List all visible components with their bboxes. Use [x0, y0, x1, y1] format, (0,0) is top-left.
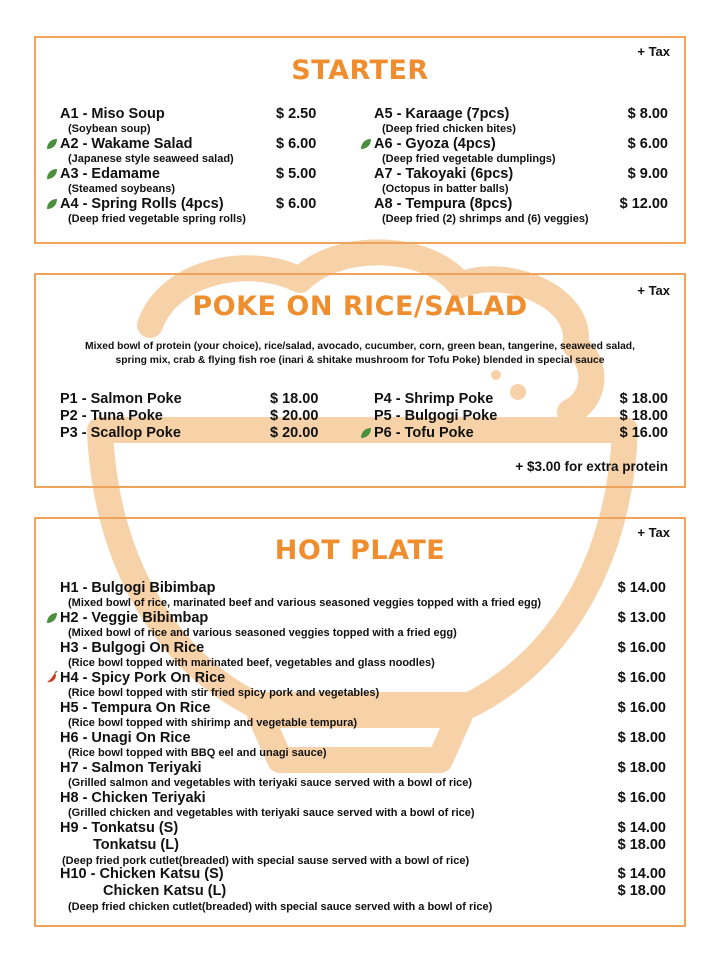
- item-desc: (Rice bowl topped with BBQ eel and unagi sauce): [68, 747, 327, 759]
- item-desc: (Soybean soup): [68, 123, 151, 135]
- poke-tax-note: + Tax: [637, 283, 670, 298]
- item-name: A2 - Wakame Salad: [60, 136, 193, 152]
- item-desc: (Deep fried vegetable dumplings): [382, 153, 556, 165]
- item-name: H10 - Chicken Katsu (S): [60, 866, 224, 882]
- item-price: $ 14.00: [617, 820, 666, 836]
- item-desc: (Octopus in batter balls): [382, 183, 509, 195]
- item-name: H5 - Tempura On Rice: [60, 700, 211, 716]
- poke-item-name: P3 - Scallop Poke: [60, 425, 181, 441]
- item-desc: (Deep fried (2) shrimps and (6) veggies): [382, 213, 589, 225]
- menu-item: [60, 196, 246, 225]
- menu-item: [374, 106, 516, 135]
- poke-item-name: P4 - Shrimp Poke: [374, 391, 494, 407]
- item-price: $ 14.00: [617, 580, 666, 596]
- poke-intro: [46, 340, 674, 368]
- menu-item: [60, 670, 379, 699]
- item-name: A6 - Gyoza (4pcs): [374, 136, 496, 152]
- item-desc: (Rice bowl topped with shirimp and vegetable tempura): [68, 717, 358, 729]
- extra-protein-note: + $3.00 for extra protein: [515, 459, 668, 474]
- poke-intro-line: spring mix, crab & flying fish roe (inari & shitake mushroom for Tofu Poke) blended in special sauce: [115, 355, 605, 366]
- item-name: H2 - Veggie Bibimbap: [60, 610, 209, 626]
- item-desc: (Grilled chicken and vegetables with teriyaki sauce served with a bowl of rice): [68, 807, 475, 819]
- menu-item: [60, 106, 165, 135]
- item-price: $ 18.00: [617, 760, 666, 776]
- vegetarian-leaf-icon: [46, 138, 58, 150]
- item-name: A3 - Edamame: [60, 166, 160, 182]
- item-price: $ 18.00: [270, 391, 319, 407]
- menu-item: [60, 136, 234, 165]
- item-price: $ 2.50: [276, 106, 317, 122]
- item-price: $ 18.00: [619, 408, 668, 424]
- item-price: $ 18.00: [617, 730, 666, 746]
- item-desc: (Rice bowl topped with marinated beef, vegetables and glass noodles): [68, 657, 435, 669]
- menu-item: [374, 425, 474, 441]
- poke-item-name: P2 - Tuna Poke: [60, 408, 163, 424]
- starter-tax-note: + Tax: [637, 44, 670, 59]
- item-price: $ 20.00: [270, 425, 319, 441]
- item-price: $ 6.00: [276, 136, 317, 152]
- item-name: Chicken Katsu (L): [103, 883, 227, 899]
- item-name: H6 - Unagi On Rice: [60, 730, 191, 746]
- poke-item-name: P1 - Salmon Poke: [60, 391, 182, 407]
- item-price: $ 5.00: [276, 166, 317, 182]
- poke-section: [34, 273, 686, 488]
- vegetarian-leaf-icon: [46, 612, 58, 624]
- chili-pepper-icon: [45, 671, 58, 684]
- menu-item: [60, 700, 357, 729]
- item-price: $ 16.00: [619, 425, 668, 441]
- poke-intro-line: Mixed bowl of protein (your choice), rice/salad, avocado, cucumber, corn, green bean, tangerine, seaweed salad,: [85, 341, 635, 352]
- item-price: $ 18.00: [617, 883, 666, 899]
- item-price: $ 16.00: [617, 670, 666, 686]
- item-name: A5 - Karaage (7pcs): [374, 106, 510, 122]
- vegetarian-leaf-icon: [360, 138, 372, 150]
- item-desc: (Japanese style seaweed salad): [68, 153, 234, 165]
- menu-item: [60, 640, 435, 669]
- item-desc: (Deep fried pork cutlet(breaded) with special sause served with a bowl of rice): [62, 855, 470, 867]
- hot-tax-note: + Tax: [637, 525, 670, 540]
- hot-plate-section: [34, 517, 686, 927]
- item-price: $ 16.00: [617, 790, 666, 806]
- item-name: A8 - Tempura (8pcs): [374, 196, 513, 212]
- menu-item: [60, 790, 475, 819]
- item-price: $ 13.00: [617, 610, 666, 626]
- item-price: $ 20.00: [270, 408, 319, 424]
- item-price: $ 16.00: [617, 700, 666, 716]
- starter-title: STARTER: [291, 55, 429, 86]
- item-name: H1 - Bulgogi Bibimbap: [60, 580, 216, 596]
- item-name: A1 - Miso Soup: [60, 106, 165, 122]
- item-desc: (Deep fried vegetable spring rolls): [68, 213, 246, 225]
- item-name: H9 - Tonkatsu (S): [60, 820, 179, 836]
- item-desc: (Steamed soybeans): [68, 183, 175, 195]
- poke-item-name: P5 - Bulgogi Poke: [374, 408, 498, 424]
- menu-item: [374, 166, 513, 195]
- menu-item: [60, 166, 175, 195]
- poke-item-name: P6 - Tofu Poke: [374, 425, 474, 441]
- item-name: H4 - Spicy Pork On Rice: [60, 670, 226, 686]
- vegetarian-leaf-icon: [360, 427, 372, 439]
- item-desc: (Mixed bowl of rice, marinated beef and various seasoned veggies topped with a fried egg): [68, 597, 542, 609]
- item-price: $ 9.00: [627, 166, 668, 182]
- menu-item: [60, 760, 472, 789]
- menu-item: [60, 610, 457, 639]
- item-name: Tonkatsu (L): [93, 837, 179, 853]
- hot-title: HOT PLATE: [274, 535, 446, 566]
- item-price: $ 6.00: [627, 136, 668, 152]
- item-price: $ 16.00: [617, 640, 666, 656]
- menu-item: [374, 136, 556, 165]
- item-name: H3 - Bulgogi On Rice: [60, 640, 205, 656]
- menu-item: [60, 730, 327, 759]
- item-price: $ 6.00: [276, 196, 317, 212]
- item-price: $ 12.00: [619, 196, 668, 212]
- starter-section: [34, 36, 686, 244]
- vegetarian-leaf-icon: [46, 198, 58, 210]
- item-desc: (Grilled salmon and vegetables with teriyaki sauce served with a bowl of rice): [68, 777, 473, 789]
- item-name: H8 - Chicken Teriyaki: [60, 790, 206, 806]
- item-price: $ 18.00: [617, 837, 666, 853]
- item-name: A7 - Takoyaki (6pcs): [374, 166, 514, 182]
- item-name: A4 - Spring Rolls (4pcs): [60, 196, 224, 212]
- item-price: $ 14.00: [617, 866, 666, 882]
- item-desc: (Deep fried chicken cutlet(breaded) with special sauce served with a bowl of rice): [68, 901, 493, 913]
- item-desc: (Rice bowl topped with stir fried spicy pork and vegetables): [68, 687, 380, 699]
- item-price: $ 8.00: [627, 106, 668, 122]
- poke-title: POKE ON RICE/SALAD: [192, 291, 528, 322]
- menu-item: [60, 580, 541, 609]
- item-desc: (Mixed bowl of rice and various seasoned veggies topped with a fried egg): [68, 627, 457, 639]
- item-name: H7 - Salmon Teriyaki: [60, 760, 202, 776]
- menu-item: [374, 196, 589, 225]
- item-desc: (Deep fried chicken bites): [382, 123, 516, 135]
- item-price: $ 18.00: [619, 391, 668, 407]
- vegetarian-leaf-icon: [46, 168, 58, 180]
